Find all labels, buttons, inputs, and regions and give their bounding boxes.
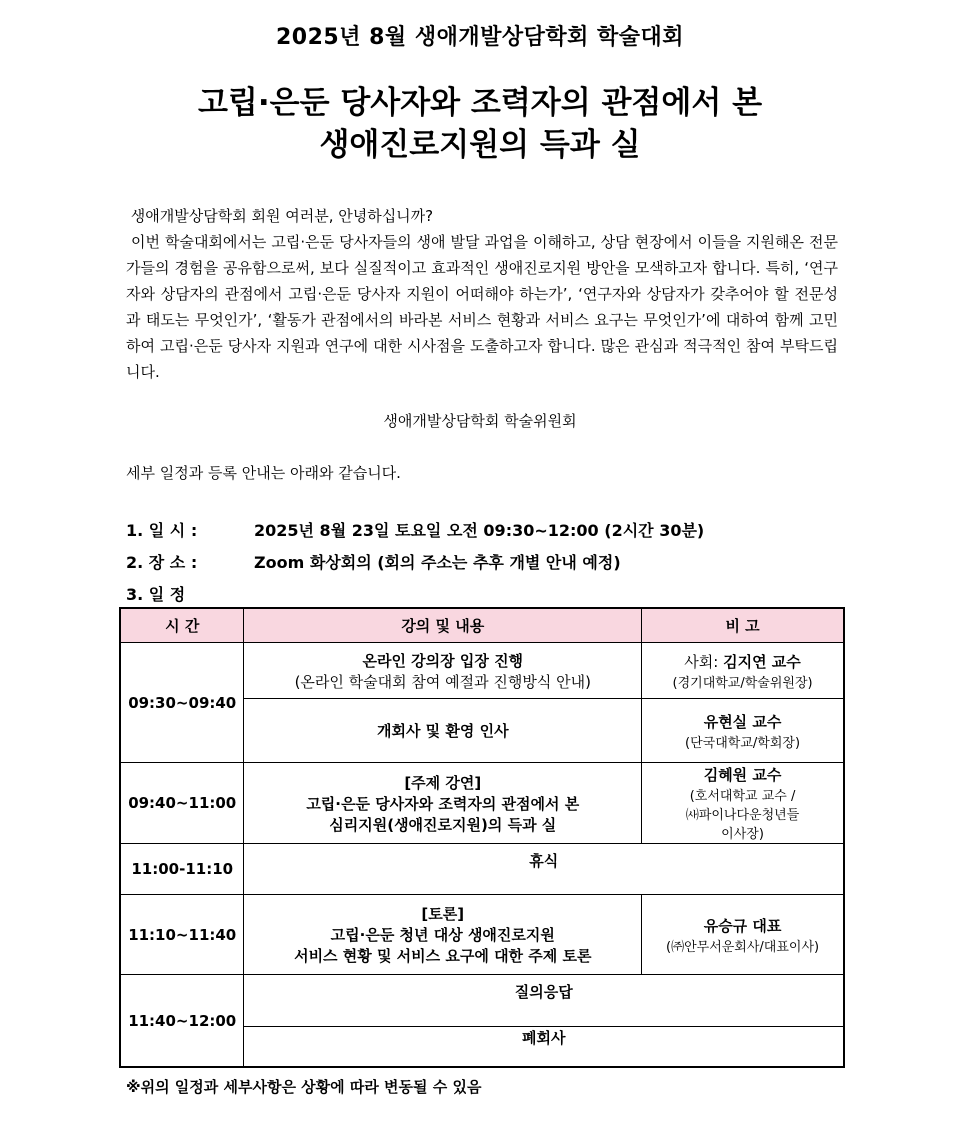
row1a-note-sub: (경기대학교/학술위원장)	[672, 675, 813, 691]
row4-note-sub: (㈜안무서운회사/대표이사)	[666, 939, 820, 955]
info-place-label: 2. 장 소 :	[126, 553, 198, 572]
info-date-value: 2025년 8월 23일 토요일 오전 09:30~12:00 (2시간 30분)	[254, 521, 705, 540]
row4-line2: 서비스 현황 및 서비스 요구에 대한 주제 토론	[294, 947, 592, 965]
row4-time: 11:10~11:40	[120, 895, 244, 975]
intro-greeting-text: 생애개발상담학회 회원 여러분, 안녕하십니까?	[130, 207, 434, 225]
info-schedule-label: 3. 일 정	[126, 585, 186, 604]
table-row	[120, 643, 844, 699]
row1a-title: 온라인 강의장 입장 진행	[362, 651, 524, 670]
row2-title: [주제 강연]	[404, 773, 482, 792]
main-title-line-1: 고립·은둔 당사자와 조력자의 관점에서 본	[197, 85, 763, 121]
row5-time: 11:40~12:00	[120, 975, 244, 1068]
row4-line1: 고립·은둔 청년 대상 생애진로지원	[330, 926, 555, 944]
row3-title: 휴식	[529, 851, 559, 870]
row4-note	[642, 895, 844, 975]
row1a-note	[642, 643, 844, 699]
table-row	[120, 844, 844, 895]
row4-content	[244, 895, 642, 975]
row2-note-sub2: ㈔파이나다운청년들	[685, 808, 800, 823]
row2-note	[642, 763, 844, 844]
header-note: 비 고	[642, 608, 844, 643]
row1b-note-name: 유현실 교수	[703, 712, 782, 731]
row3-content	[244, 844, 844, 895]
row4-title: [토론]	[421, 905, 465, 923]
info-date-label: 1. 일 시 :	[126, 521, 198, 540]
main-title-line-2: 생애진로지원의 득과 실	[319, 127, 641, 163]
table-row	[120, 975, 844, 1027]
event-title: 2025년 8월 생애개발상담학회 학술대회	[275, 25, 685, 50]
row2-note-sub3: 이사장)	[721, 827, 764, 842]
notice: 세부 일정과 등록 안내는 아래와 같습니다.	[126, 464, 401, 482]
main-title	[0, 82, 960, 166]
row2-line2: 심리지원(생애진로지원)의 득과 실	[329, 815, 557, 834]
row1-time: 09:30~09:40	[120, 643, 244, 763]
row2-note-name: 김혜원 교수	[703, 766, 782, 784]
intro-body	[126, 229, 838, 385]
row2-note-sub1: (호서대학교 교수 /	[689, 789, 796, 804]
row2-time: 09:40~11:00	[120, 763, 244, 844]
row5b-title: 폐회사	[521, 1029, 566, 1047]
table-header-row	[120, 608, 844, 643]
signature: 생애개발상담학회 학술위원회	[383, 412, 577, 430]
row1b-note-sub: (단국대학교/학회장)	[685, 735, 801, 751]
header-time: 시 간	[120, 608, 244, 643]
info-date	[126, 518, 704, 541]
row5a-content	[244, 975, 844, 1027]
intro-body-text: 이번 학술대회에서는 고립·은둔 당사자들의 생애 발달 과업을 이해하고, 상담 현장에서 이들을 지원해온 전문가들의 경험을 공유함으로써, 보다 실질적이고 효과적인 생애진로지원 방안을 모색하고자 합니다. 특히, ‘연구자와 상담자의 관점에서 고립·은둔 당사자 지원이 어떠해야 하는가’, ‘연구자와 상담자가 갖추어야 할 전문성과 태도는 무엇인가’, ‘활동가 관점에서의 바라본 서비스 현황과 서비스 요구는 무엇인가’에 대하여 함께 고민하여 고립·은둔 당사자 지원과 연구에 대한 시사점을 도출하고자 합니다. 많은 관심과 적극적인 참여 부탁드립니다.	[126, 233, 838, 381]
row5b-content	[244, 1027, 844, 1068]
row2-content	[244, 763, 642, 844]
row1b-note	[642, 699, 844, 763]
row1a-note-name: 김지연 교수	[723, 652, 801, 671]
table-row	[120, 895, 844, 975]
info-place-value: Zoom 화상회의 (회의 주소는 추후 개별 안내 예정)	[254, 553, 621, 572]
row1a-sub: (온라인 학술대회 참여 예절과 진행방식 안내)	[294, 672, 591, 691]
row1a-content	[244, 643, 642, 699]
intro-text	[126, 203, 838, 385]
footnote: ※위의 일정과 세부사항은 상황에 따라 변동될 수 있음	[126, 1078, 482, 1096]
row4-note-name: 유승규 대표	[703, 916, 782, 935]
intro-greeting	[126, 203, 838, 229]
info-place	[126, 550, 621, 573]
row1a-note-prefix: 사회:	[684, 652, 724, 671]
row3-time: 11:00-11:10	[120, 844, 244, 895]
row1b-title: 개회사 및 환영 인사	[244, 699, 642, 763]
row5a-title: 질의응답	[514, 983, 573, 1001]
table-row	[120, 763, 844, 844]
header-content: 강의 및 내용	[244, 608, 642, 643]
row2-line1: 고립·은둔 당사자와 조력자의 관점에서 본	[306, 794, 580, 813]
schedule-table	[119, 607, 845, 1068]
